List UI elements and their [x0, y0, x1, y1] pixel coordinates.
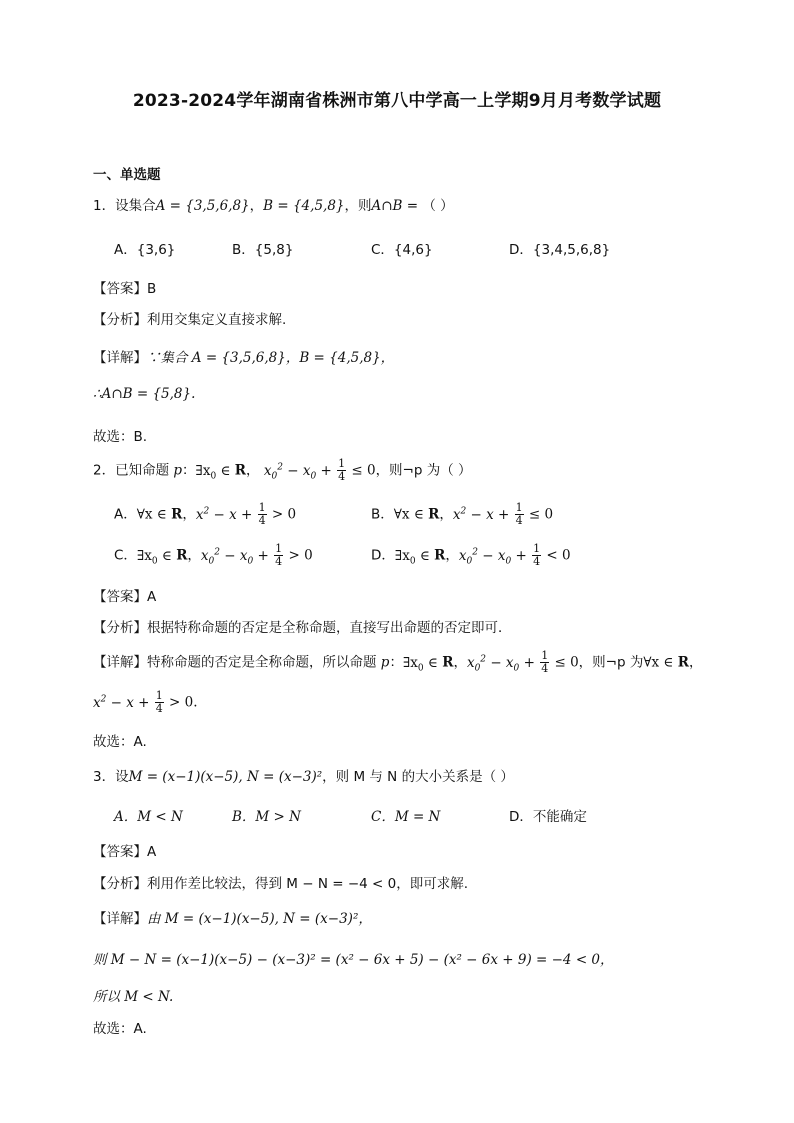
- q2-analysis: [93, 616, 512, 636]
- detail-text: 由 M = (x−1)(x−5), N = (x−3)²，: [147, 911, 372, 927]
- q2-option-a[interactable]: A．∀x ∈ R，$x^2 - x$ + $\frac{1}{4}$ > 0: [114, 501, 297, 527]
- question-2-stem: 2．已知命题 p：$\exists x_0$ ∈ R， $x_0^2 - x_0$ + $\frac{1}{4}$ ≤ 0，则¬p 为（ ）: [93, 457, 472, 483]
- q2-option-d[interactable]: D．$\exists x_0$ ∈ R，$x_0^2 - x_0$ + $\frac{1}{4}$ < 0: [371, 542, 571, 568]
- q2-option-c[interactable]: C．$\exists x_0$ ∈ R，$x_0^2 - x_0$ + $\frac{1}{4}$ > 0: [114, 542, 313, 568]
- detail-text: 特称命题的否定是全称命题，所以命题: [147, 654, 377, 671]
- q2-detail-2: $x^2 - x$ + $\frac{1}{4}$ > 0.: [93, 689, 198, 715]
- question-3-stem: [93, 765, 514, 785]
- q3-suffix: ，则 M 与 N 的大小关系是（ ）: [322, 769, 514, 785]
- detail-tag: 【详解】: [93, 654, 147, 671]
- q1-then: ，则: [344, 198, 372, 214]
- option-label: A．: [114, 506, 137, 523]
- q1-option-a[interactable]: A．{3,6}: [114, 242, 176, 258]
- option-label: D．: [371, 547, 395, 564]
- page-title: 2023-2024学年湖南省株洲市第八中学高一上学期9月月考数学试题: [132, 91, 662, 111]
- q3-option-b[interactable]: B．M > N: [232, 809, 301, 825]
- q3-detail-1: [93, 907, 372, 927]
- answer-tag: 【答案】: [93, 589, 147, 605]
- q2-prefix: 2．已知命题: [93, 462, 170, 479]
- q3-prefix: 3．设: [93, 769, 129, 785]
- q2-suffix: ，则¬p 为（ ）: [375, 462, 472, 479]
- answer-value: A: [147, 589, 157, 605]
- q2-answer: [93, 585, 156, 605]
- q3-expr: M = (x−1)(x−5), N = (x−3)²: [128, 769, 323, 785]
- analysis-text: 利用作差比较法，得到 M − N = −4 < 0，即可求解.: [147, 876, 469, 892]
- q1-blank: = （ ）: [402, 198, 454, 214]
- answer-tag: 【答案】: [93, 844, 147, 860]
- q3-answer: [93, 840, 156, 860]
- answer-value: A: [147, 844, 157, 860]
- detail-text: 则 M − N = (x−1)(x−5) − (x−3)² = (x² − 6x + 5) − (x² − 6x + 9) = −4 < 0，: [93, 952, 614, 968]
- analysis-tag: 【分析】: [93, 620, 147, 636]
- q1-option-c[interactable]: C．{4,6}: [371, 242, 433, 258]
- detail-text: 所以 M < N.: [93, 989, 174, 1005]
- q3-detail-2: [93, 948, 614, 968]
- q3-option-a[interactable]: A．M < N: [114, 809, 183, 825]
- q3-detail-3: [93, 985, 173, 1005]
- q2-detail-1: 【详解】特称命题的否定是全称命题，所以命题 p：$\exists x_0$ ∈ R，$x_0^2 - x_0$ + $\frac{1}{4}$ ≤ 0，则¬p 为∀x ∈ R，: [93, 649, 703, 675]
- q1-option-b[interactable]: B．{5,8}: [232, 242, 294, 258]
- analysis-tag: 【分析】: [93, 312, 147, 328]
- q3-analysis: [93, 872, 468, 892]
- analysis-tag: 【分析】: [93, 876, 147, 892]
- q2-choose: 故选：A.: [93, 734, 147, 750]
- q3-option-d[interactable]: D．不能确定: [509, 809, 587, 825]
- option-label: C．: [114, 547, 137, 564]
- q1-detail-1: [93, 346, 394, 366]
- q1-prefix: 1．设集合: [93, 198, 156, 214]
- analysis-text: 根据特称命题的否定是全称命题，直接写出命题的否定即可．: [147, 620, 512, 636]
- detail-text: ∵集合 A = {3,5,6,8}，B = {4,5,8}，: [147, 350, 395, 366]
- detail-mid: ，则¬p 为: [578, 654, 644, 671]
- q1-answer: [93, 277, 156, 297]
- q1-set-a: A = {3,5,6,8}: [155, 198, 250, 214]
- q1-sep: ，: [249, 198, 264, 214]
- q1-expr: A∩B: [371, 198, 403, 214]
- q1-set-b: B = {4,5,8}: [263, 198, 345, 214]
- q1-analysis: [93, 308, 286, 328]
- question-1-stem: [93, 194, 454, 214]
- q1-choose: 故选：B.: [93, 429, 148, 445]
- section-heading: 一、单选题: [93, 167, 161, 183]
- answer-value: B: [147, 281, 157, 297]
- q1-detail-2: [93, 386, 195, 402]
- q1-option-d[interactable]: D．{3,4,5,6,8}: [509, 242, 611, 258]
- answer-tag: 【答案】: [93, 281, 147, 297]
- detail-text: ∴A∩B = {5,8}.: [93, 386, 196, 402]
- detail-tag: 【详解】: [93, 350, 147, 366]
- q3-option-c[interactable]: C．M = N: [371, 809, 441, 825]
- q3-choose: 故选：A.: [93, 1021, 147, 1037]
- q2-option-b[interactable]: B．∀x ∈ R，$x^2 - x$ + $\frac{1}{4}$ ≤ 0: [371, 501, 554, 527]
- analysis-text: 利用交集定义直接求解.: [147, 312, 287, 328]
- detail-tag: 【详解】: [93, 911, 147, 927]
- option-label: B．: [371, 506, 394, 523]
